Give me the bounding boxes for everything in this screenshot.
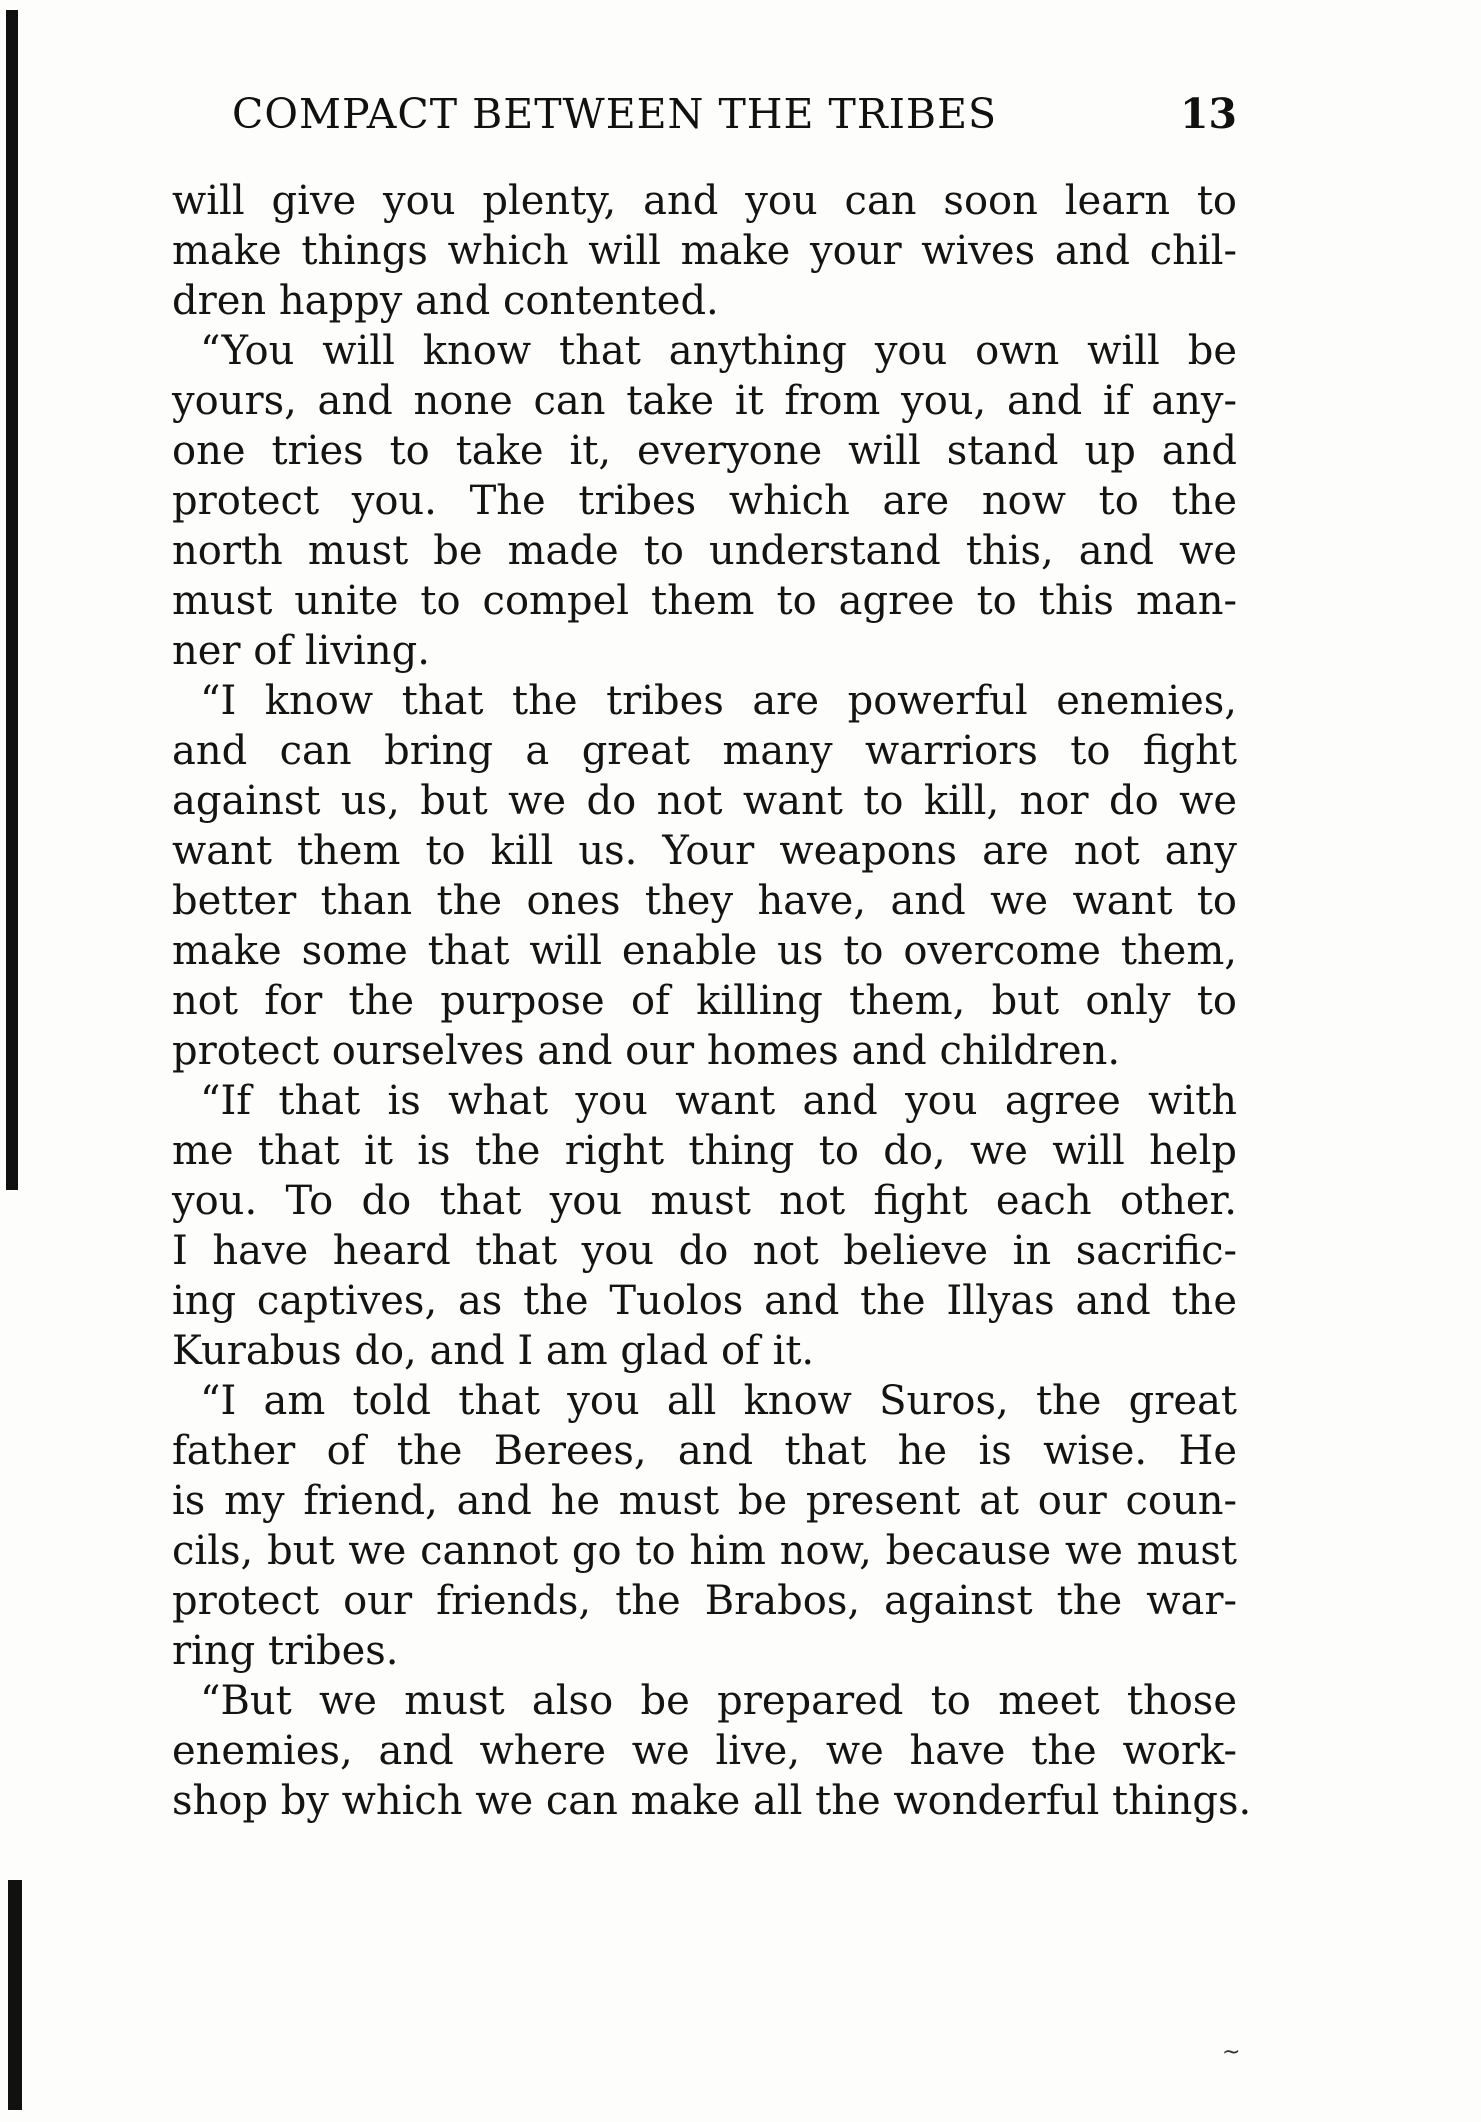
body-text	[172, 176, 1252, 1826]
text-line: ner of living.	[172, 628, 430, 674]
text-line: protect our friends, the Brabos, against the war-	[172, 1578, 1237, 1624]
text-line: Kurabus do, and I am glad of it.	[172, 1328, 815, 1374]
text-line: “You will know that anything you own will be	[200, 328, 1237, 374]
text-line: make some that will enable us to overcome them,	[172, 928, 1237, 974]
text-line: ring tribes.	[172, 1628, 399, 1674]
text-line: and can bring a great many warriors to fight	[172, 728, 1237, 774]
text-line: I have heard that you do not believe in sacrific-	[172, 1228, 1237, 1274]
scan-edge-shadow-top	[6, 10, 18, 1190]
text-line: protect ourselves and our homes and children.	[172, 1028, 1121, 1074]
text-line: dren happy and contented.	[172, 278, 719, 324]
running-header-title: COMPACT BETWEEN THE TRIBES	[232, 90, 998, 138]
text-line: me that it is the right thing to do, we will help	[172, 1128, 1237, 1174]
text-line: enemies, and where we live, we have the work-	[172, 1728, 1237, 1774]
text-line: one tries to take it, everyone will stand up and	[172, 428, 1237, 474]
footer-mark: ~	[1222, 2040, 1241, 2065]
text-line: is my friend, and he must be present at our coun-	[172, 1478, 1237, 1524]
text-line: you. To do that you must not fight each other.	[172, 1178, 1237, 1224]
text-line: “If that is what you want and you agree with	[200, 1078, 1237, 1124]
scan-edge-shadow-bottom	[8, 1880, 22, 2110]
text-line: not for the purpose of killing them, but only to	[172, 978, 1237, 1024]
text-line: will give you plenty, and you can soon learn to	[172, 178, 1237, 224]
text-line: better than the ones they have, and we want to	[172, 878, 1237, 924]
text-line: “But we must also be prepared to meet those	[200, 1678, 1237, 1724]
text-line: make things which will make your wives and chil-	[172, 228, 1237, 274]
text-line: father of the Berees, and that he is wise. He	[172, 1428, 1237, 1474]
text-line: must unite to compel them to agree to this man-	[172, 578, 1237, 624]
text-line: against us, but we do not want to kill, nor do we	[172, 778, 1237, 824]
text-line: want them to kill us. Your weapons are not any	[172, 828, 1237, 874]
text-line: protect you. The tribes which are now to the	[172, 478, 1237, 524]
text-line: shop by which we can make all the wonderful things.	[172, 1778, 1252, 1824]
running-header	[232, 90, 1237, 150]
text-line: “I know that the tribes are powerful enemies,	[200, 678, 1237, 724]
text-line: cils, but we cannot go to him now, because we must	[172, 1528, 1237, 1574]
page-number: 13	[1179, 90, 1237, 138]
text-line: north must be made to understand this, and we	[172, 528, 1237, 574]
text-line: yours, and none can take it from you, and if any-	[172, 378, 1237, 424]
text-line: “I am told that you all know Suros, the great	[200, 1378, 1237, 1424]
text-line: ing captives, as the Tuolos and the Illyas and the	[172, 1278, 1237, 1324]
